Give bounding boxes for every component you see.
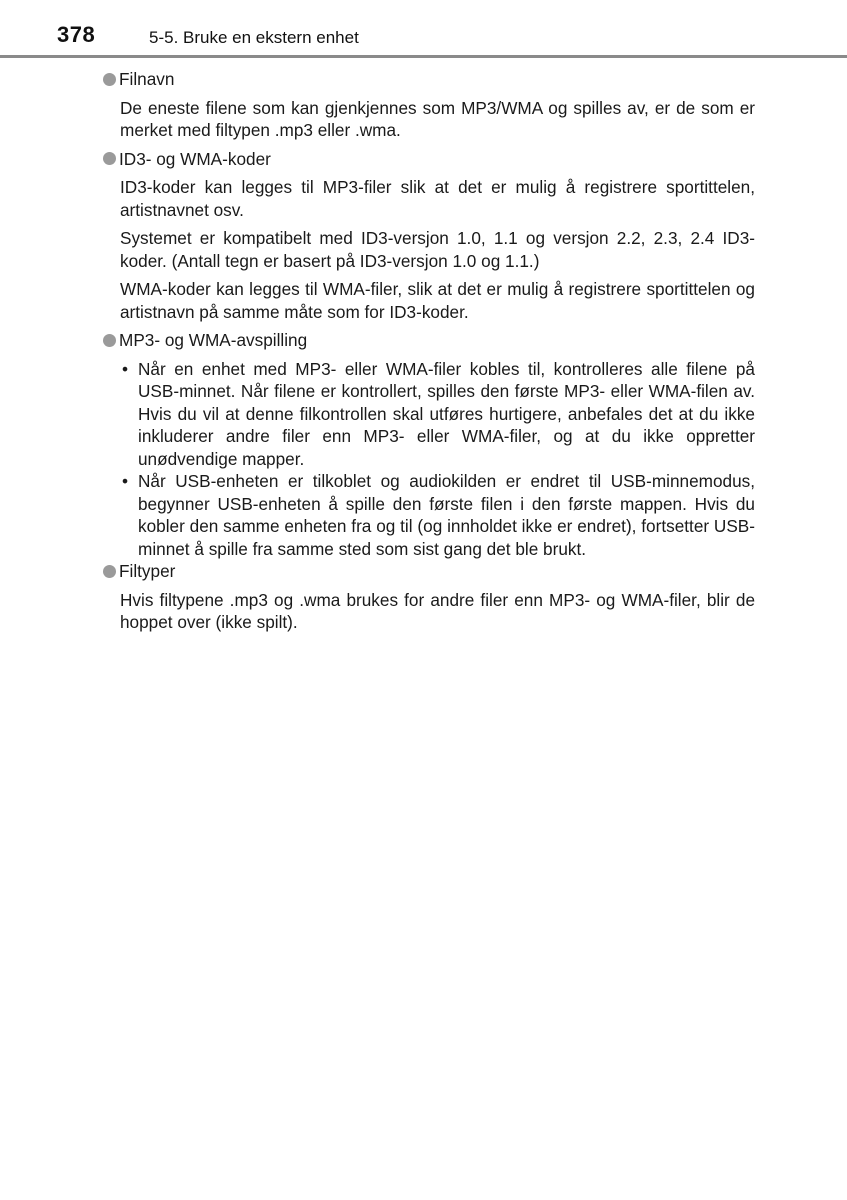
paragraph: Hvis filtypene .mp3 og .wma brukes for andre filer enn MP3- og WMA-filer, blir de hoppet over (ikke spilt).: [120, 589, 755, 632]
section-title: 5-5. Bruke en ekstern enhet: [149, 28, 359, 47]
section-heading-filtyper: [103, 560, 755, 583]
paragraph: ID3-koder kan legges til MP3-filer slik at det er mulig å registrere sportittelen, artistnavnet osv.: [120, 177, 755, 220]
page-header: [0, 0, 847, 60]
page-number: 378: [57, 22, 96, 47]
bullet-dot-icon: [103, 334, 116, 347]
paragraph: Systemet er kompatibelt med ID3-versjon 1.0, 1.1 og versjon 2.2, 2.3, 2.4 ID3-koder. (Antall tegn er basert på ID3-versjon 1.0 og 1.1.): [120, 228, 755, 271]
bullet-dot-icon: [103, 565, 116, 578]
section-heading-id3-wma-koder: [103, 148, 755, 171]
paragraph: De eneste filene som kan gjenkjennes som MP3/WMA og spilles av, er de som er merket med filtypen .mp3 eller .wma.: [120, 97, 755, 140]
list-bullet-icon: •: [122, 471, 129, 491]
section-heading-label: MP3- og WMA-avspilling: [119, 330, 308, 350]
bullet-list: [120, 358, 755, 561]
section-heading-mp3-wma-avspilling: [103, 329, 755, 352]
section-heading-label: ID3- og WMA-koder: [119, 148, 271, 169]
header-rule: [0, 55, 847, 58]
section-heading-label: Filnavn: [119, 69, 175, 89]
page-content: [103, 68, 755, 640]
list-item-text: Når en enhet med MP3- eller WMA-filer kobles til, kontrolleres alle filene på USB-minnet. Når filene er kontrollert, spilles den første MP3- eller WMA-filen av. Hvis du vil at denne filkontrollen skal utføres hurtigere, anbefales det at du ikke inkluderer andre filer enn MP3- eller WMA-filer, og at du ikke oppretter unødvendige mapper.: [138, 358, 755, 469]
bullet-dot-icon: [103, 73, 116, 86]
section-heading-label: Filtyper: [119, 561, 176, 581]
list-item: [120, 470, 755, 560]
paragraph: WMA-koder kan legges til WMA-filer, slik at det er mulig å registrere sportittelen og artistnavn på samme måte som for ID3-koder.: [120, 279, 755, 322]
list-bullet-icon: •: [122, 358, 129, 379]
list-item: [120, 358, 755, 471]
bullet-dot-icon: [103, 152, 116, 165]
list-item-text: Når USB-enheten er tilkoblet og audiokilden er endret til USB-minnemodus, begynner USB-enheten å spille den første filen i den første mappen. Hvis du kobler den samme enheten fra og til (og innholdet ikke er endret), fortsetter USB-minnet å spille fra samme sted som sist gang det ble brukt.: [138, 471, 755, 559]
section-heading-filnavn: [103, 68, 755, 91]
